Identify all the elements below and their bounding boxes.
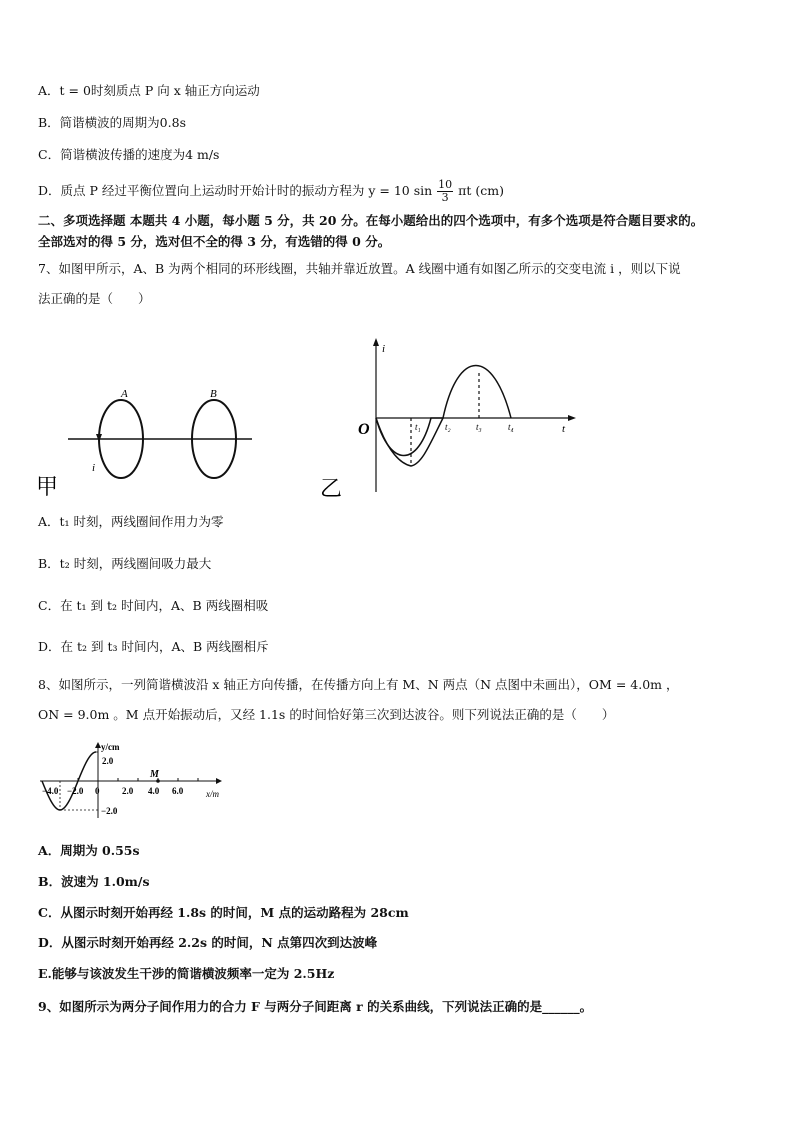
fraction-numerator: 10 xyxy=(438,178,453,191)
current-label: i xyxy=(92,462,96,474)
current-curve-trough xyxy=(376,418,443,466)
y-tick-neg2: −2.0 xyxy=(101,806,118,816)
point-m-label: M xyxy=(150,769,159,780)
tick-t3: t₃ xyxy=(476,422,482,432)
t-axis-label: t xyxy=(562,423,566,435)
origin-label: O xyxy=(358,421,370,438)
q7-option-d: D．在 t₂ 到 t₃ 时间内，A、B 两线圈相斥 xyxy=(38,639,269,654)
x-tick-6: 6.0 xyxy=(172,786,184,796)
section2-line1: 二、多项选择题 本题共 4 小题，每小题 5 分，共 20 分。在每小题给出的四个选项中，有多个选项是符合题目要求的。 xyxy=(38,213,704,228)
x-axis-arrow-icon xyxy=(216,778,222,784)
current-curve xyxy=(376,366,511,456)
q7-option-a: A．t₁ 时刻，两线圈间作用力为零 xyxy=(38,514,224,529)
y-tick-2: 2.0 xyxy=(102,756,114,766)
q6-option-a: A．t = 0时刻质点 P 向 x 轴正方向运动 xyxy=(38,83,260,98)
q7-figure-yi xyxy=(318,334,583,504)
q6-option-d xyxy=(38,179,504,204)
x-tick-2: 2.0 xyxy=(122,786,134,796)
q9-stem: 9、如图所示为两分子间作用力的合力 F 与两分子间距离 r 的关系曲线，下列说法正确的是______。 xyxy=(38,999,593,1014)
q8-option-b: B．波速为 1.0m/s xyxy=(38,874,150,889)
q6-option-c: C．简谐横波传播的速度为4 m/s xyxy=(38,147,220,162)
i-axis-arrow-icon xyxy=(373,338,379,346)
q7-stem-line2: 法正确的是（ ） xyxy=(38,291,151,306)
y-axis-label: y/cm xyxy=(101,742,120,752)
q8-option-d: D．从图示时刻开始再经 2.2s 的时间，N 点第四次到达波峰 xyxy=(38,935,378,950)
q7-figure-jia xyxy=(34,376,264,500)
q7-stem-line1: 7、如图甲所示，A、B 为两个相同的环形线圈，共轴并靠近放置。A 线圈中通有如图乙所示的交变电流 i ，则以下说 xyxy=(38,261,681,276)
q7-option-c: C．在 t₁ 到 t₂ 时间内，A、B 两线圈相吸 xyxy=(38,598,269,613)
q8-option-e: E.能够与该波发生干涉的简谐横波频率一定为 2.5Hz xyxy=(38,966,335,981)
x-tick-4: 4.0 xyxy=(148,786,160,796)
t-axis-arrow-icon xyxy=(568,415,576,421)
i-axis-label: i xyxy=(382,343,386,355)
q6-option-d-fraction xyxy=(437,179,453,204)
q6-option-b: B．简谐横波的周期为0.8s xyxy=(38,115,186,130)
coil-b-label: B xyxy=(210,388,217,400)
x-tick-neg4: −4.0 xyxy=(42,786,59,796)
fraction-denominator: 3 xyxy=(441,191,449,204)
current-arrow-icon xyxy=(96,434,102,442)
q8-stem-line2: ON = 9.0m 。M 点开始振动后，又经 1.1s 的时间恰好第三次到达波谷。则下列说法正确的是（ ） xyxy=(38,707,615,722)
tick-t4: t₄ xyxy=(508,422,514,432)
q8-wave-figure xyxy=(38,740,238,820)
q6-option-d-prefix: D．质点 P 经过平衡位置向上运动时开始计时的振动方程为 y = 10 sin xyxy=(38,183,433,198)
tick-t1: t₁ xyxy=(415,422,421,432)
q6-option-d-suffix: πt (cm) xyxy=(458,183,504,198)
x-axis-label: x/m xyxy=(206,789,219,799)
q7-option-b: B．t₂ 时刻，两线圈间吸力最大 xyxy=(38,556,212,571)
figure-label-yi: 乙 xyxy=(320,477,343,502)
x-tick-0: 0 xyxy=(95,786,100,796)
q8-option-c: C．从图示时刻开始再经 1.8s 的时间，M 点的运动路程为 28cm xyxy=(38,905,409,920)
coil-a-label: A xyxy=(121,388,128,400)
section2-line2: 全部选对的得 5 分，选对但不全的得 3 分，有选错的得 0 分。 xyxy=(38,234,391,249)
x-tick-neg2: −2.0 xyxy=(67,786,84,796)
q8-stem-line1: 8、如图所示，一列简谐横波沿 x 轴正方向传播，在传播方向上有 M、N 两点（N 点图中未画出），OM = 4.0m ， xyxy=(38,677,679,692)
tick-t2: t₂ xyxy=(445,422,451,432)
figure-label-jia: 甲 xyxy=(36,475,59,500)
q8-option-a: A．周期为 0.55s xyxy=(38,843,140,858)
